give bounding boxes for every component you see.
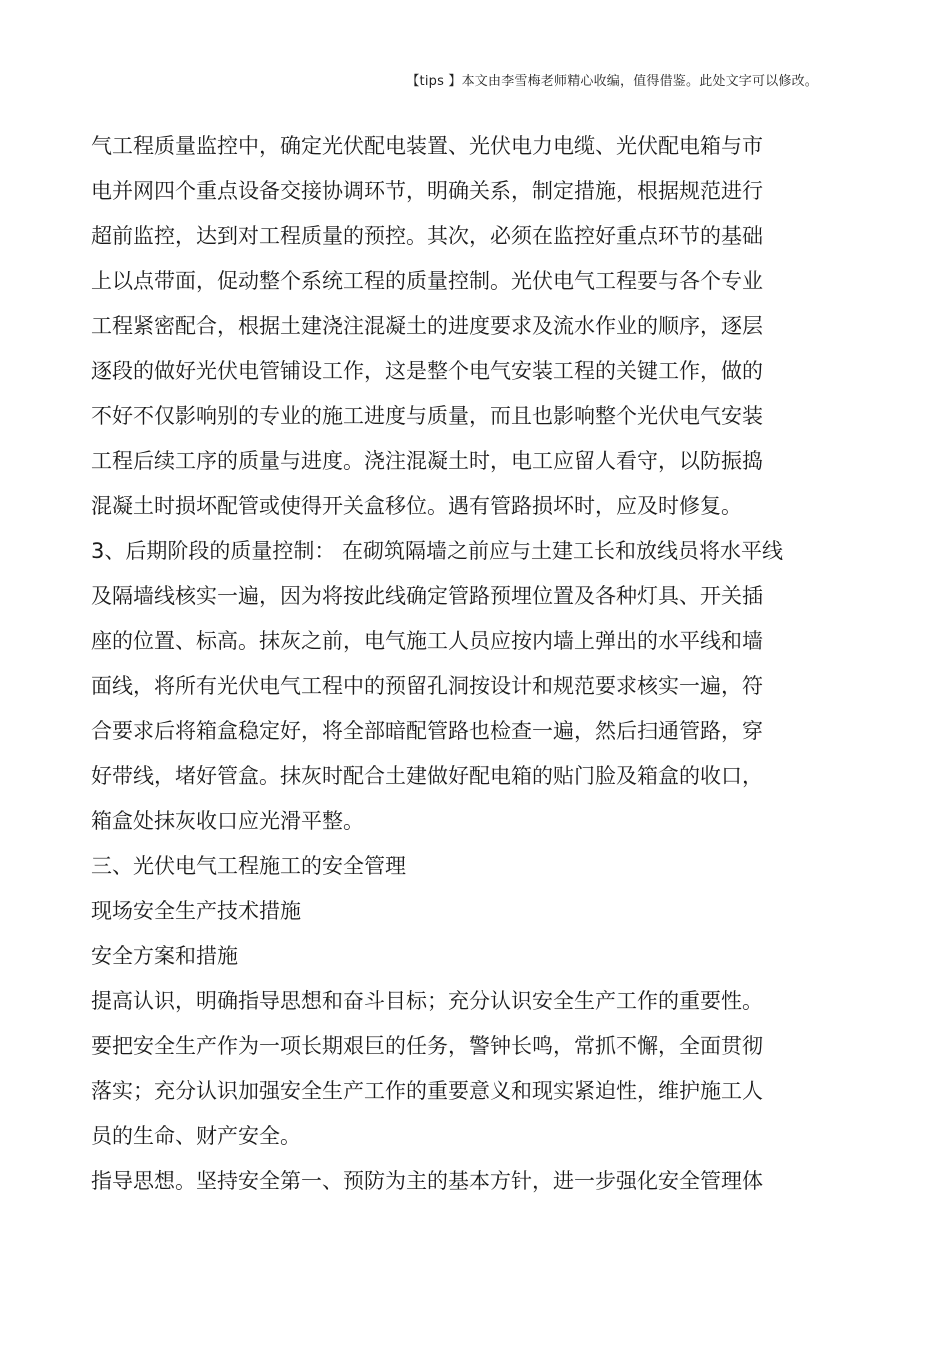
text-line: 合要求后将箱盒稳定好，将全部暗配管路也检查一遍，然后扫通管路，穿 — [91, 719, 763, 743]
text-line: 指导思想。坚持安全第一、预防为主的基本方针，进一步强化安全管理体 — [91, 1169, 763, 1193]
text-line: 气工程质量监控中，确定光伏配电装置、光伏电力电缆、光伏配电箱与市 — [91, 134, 763, 158]
text-line: 混凝土时损坏配管或使得开关盒移位。遇有管路损坏时，应及时修复。 — [91, 494, 742, 518]
body-text — [91, 124, 831, 1204]
text-line: 及隔墙线核实一遍，因为将按此线确定管路预埋位置及各种灯具、开关插 — [91, 584, 763, 608]
text-line: 上以点带面，促动整个系统工程的质量控制。光伏电气工程要与各个专业 — [91, 269, 763, 293]
text-line: 不好不仅影响别的专业的施工进度与质量，而且也影响整个光伏电气安装 — [91, 404, 763, 428]
text-line: 电并网四个重点设备交接协调环节，明确关系，制定措施，根据规范进行 — [91, 179, 763, 203]
subheading-safety-plan: 安全方案和措施 — [91, 944, 238, 968]
text-line: 要把安全生产作为一项长期艰巨的任务，警钟长鸣，常抓不懈，全面贯彻 — [91, 1034, 763, 1058]
text-line: 箱盒处抹灰收口应光滑平整。 — [91, 809, 364, 833]
text-line: 逐段的做好光伏电管铺设工作，这是整个电气安装工程的关键工作，做的 — [91, 359, 763, 383]
section-heading-late-stage: 3、后期阶段的质量控制： 在砌筑隔墙之前应与土建工长和放线员将水平线 — [91, 539, 784, 563]
text-line: 超前监控，达到对工程质量的预控。其次，必须在监控好重点环节的基础 — [91, 224, 763, 248]
text-line: 落实；充分认识加强安全生产工作的重要意义和现实紧迫性，维护施工人 — [91, 1079, 763, 1103]
subheading-tech-measures: 现场安全生产技术措施 — [91, 899, 301, 923]
text-line: 员的生命、财产安全。 — [91, 1124, 301, 1148]
text-line: 面线，将所有光伏电气工程中的预留孔洞按设计和规范要求核实一遍，符 — [91, 674, 763, 698]
text-line: 提高认识，明确指导思想和奋斗目标；充分认识安全生产工作的重要性。 — [91, 989, 763, 1013]
text-line: 好带线，堵好管盒。抹灰时配合土建做好配电箱的贴门脸及箱盒的收口， — [91, 764, 763, 788]
header-note: 【tips 】本文由李雪梅老师精心收编，值得借鉴。此处文字可以修改。 — [406, 74, 818, 89]
text-line: 工程紧密配合，根据土建浇注混凝土的进度要求及流水作业的顺序，逐层 — [91, 314, 763, 338]
text-line: 工程后续工序的质量与进度。浇注混凝土时，电工应留人看守，以防振捣 — [91, 449, 763, 473]
section-heading-safety: 三、光伏电气工程施工的安全管理 — [91, 854, 406, 878]
text-line: 座的位置、标高。抹灰之前，电气施工人员应按内墙上弹出的水平线和墙 — [91, 629, 763, 653]
